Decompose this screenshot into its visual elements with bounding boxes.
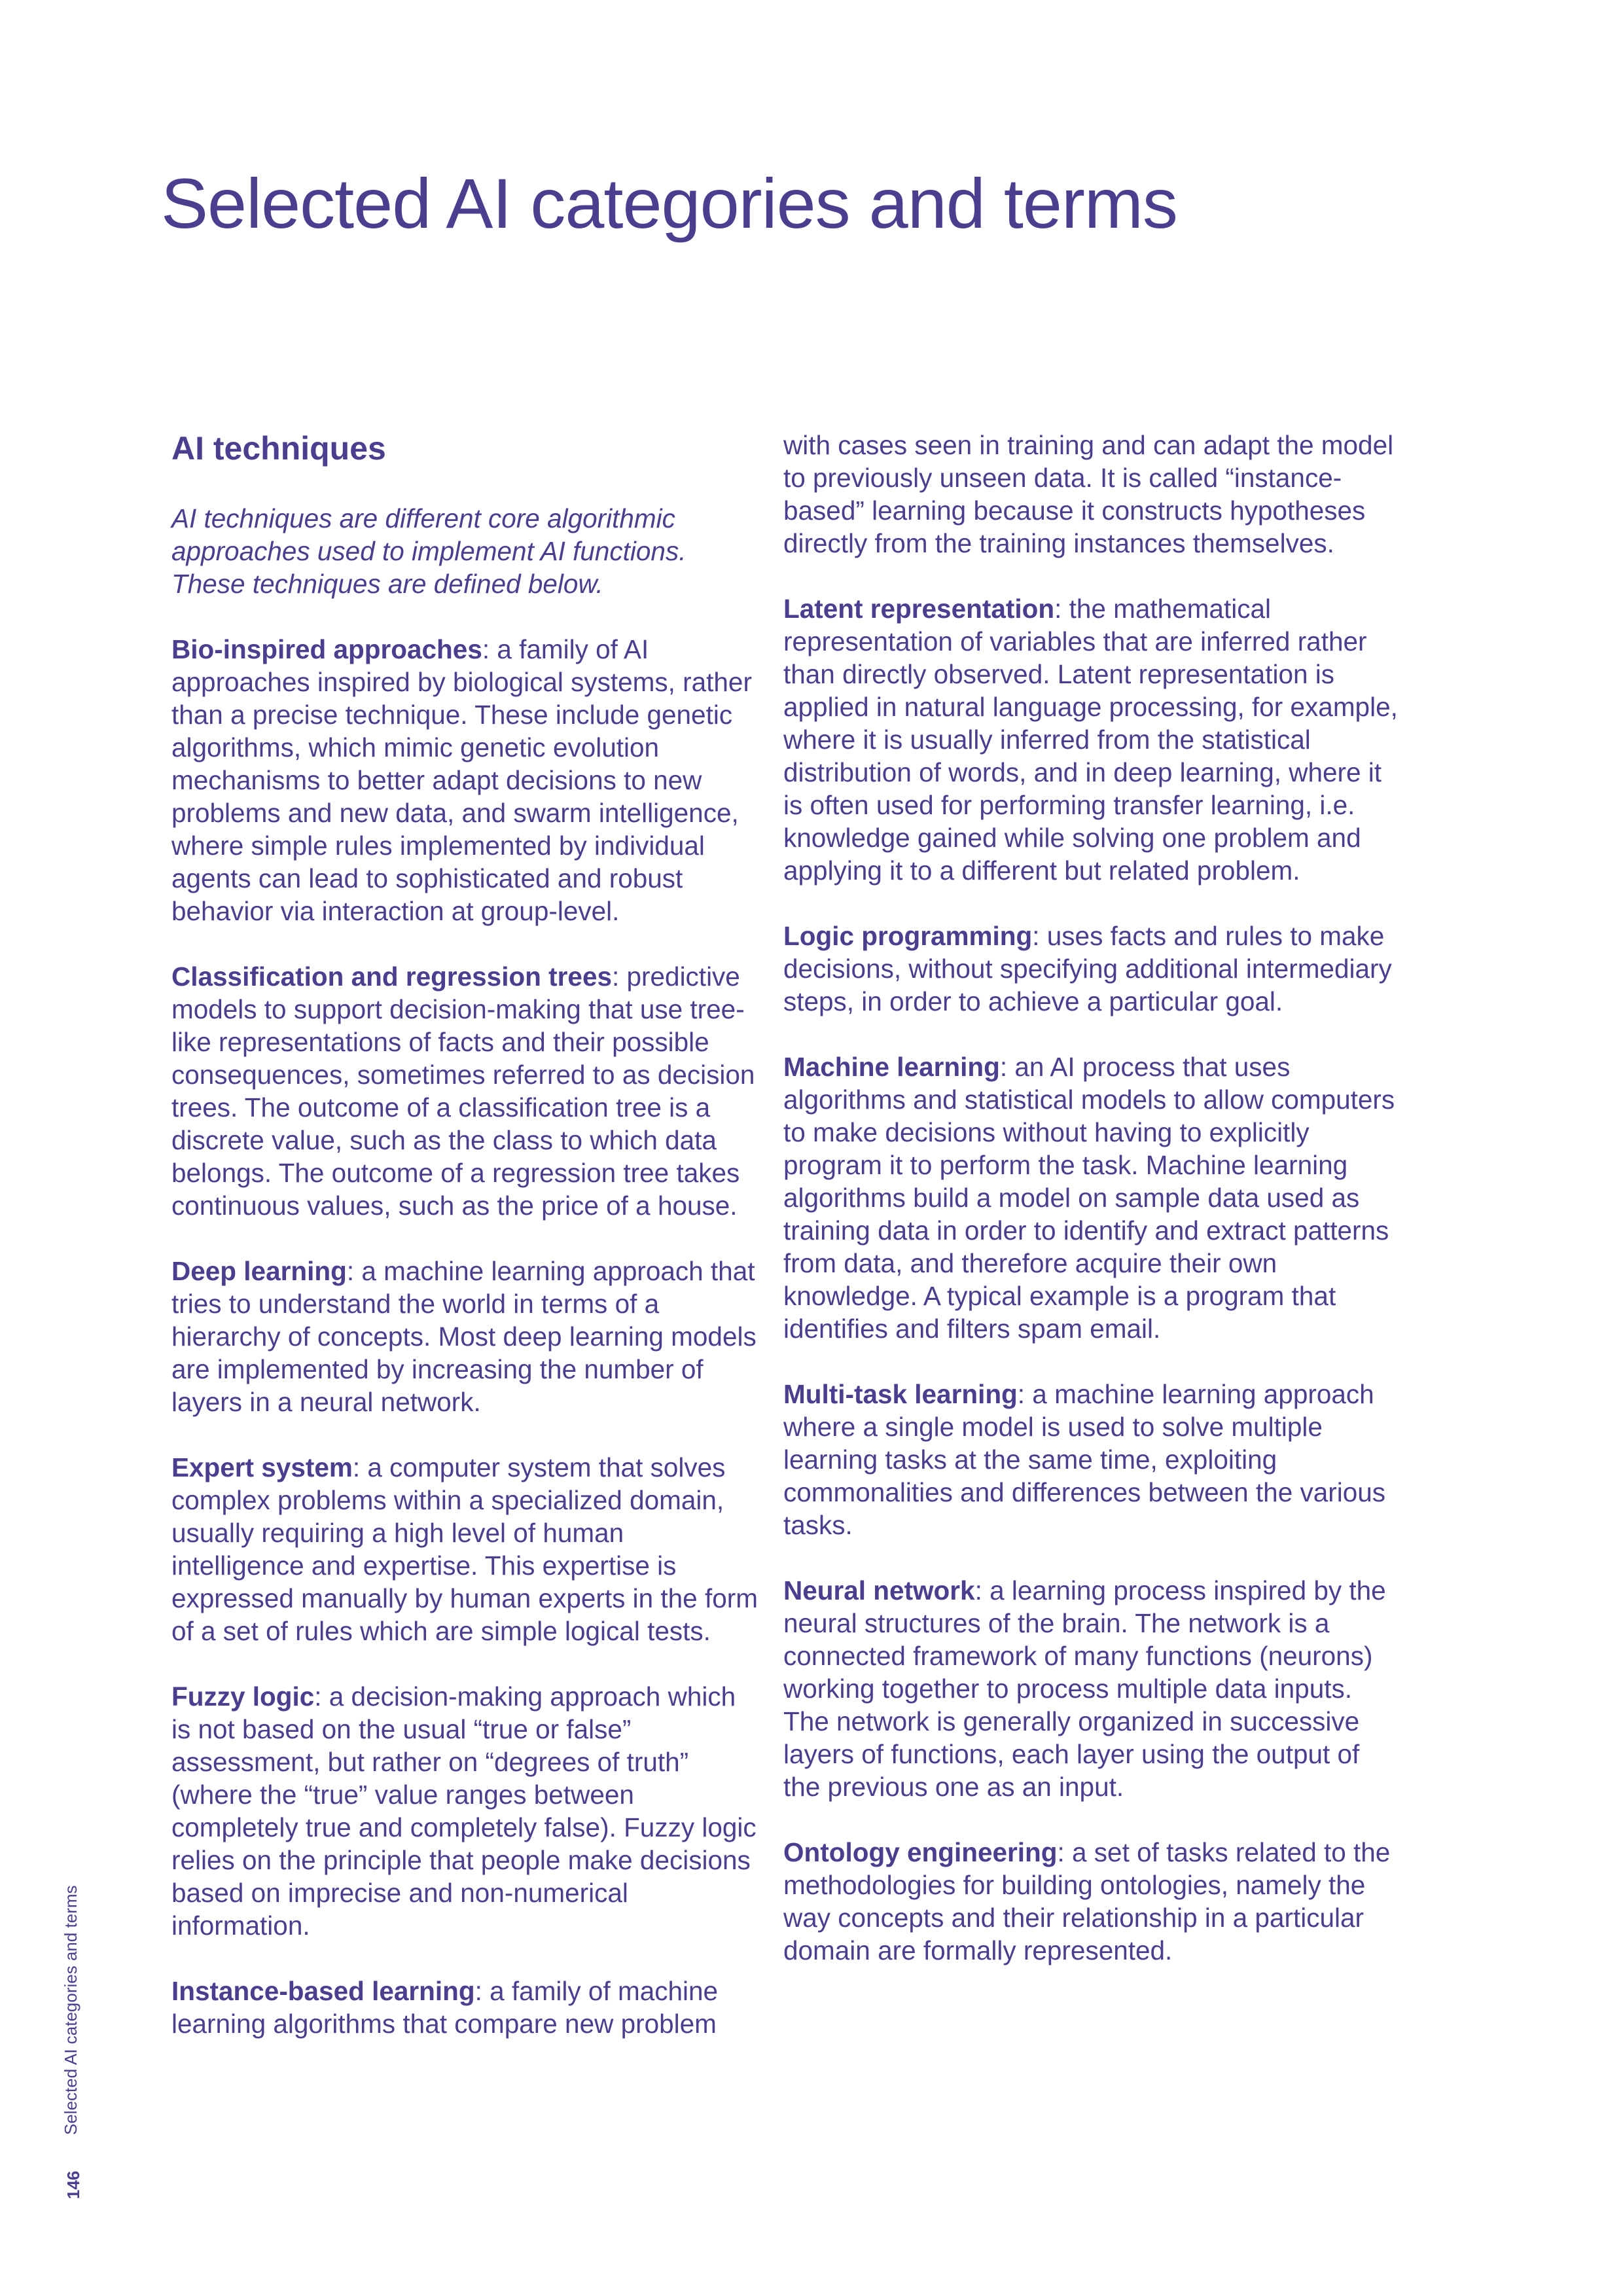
term-definition: : a set of tasks related to the methodologies for building ontologies, namely the way concepts and their relationship in a particular domain are formally represented. [783,1837,1391,1965]
term-definition: : a machine learning approach where a single model is used to solve multiple learning tasks at the same time, exploiting commonalities and differences between the various tasks. [783,1379,1386,1540]
page-number: 146 [63,2170,83,2199]
term-machine-learning [783,1050,1399,1345]
term-ontology-engineering [783,1836,1399,1967]
term-instance-based-learning-continued: with cases seen in training and can adapt the model to previously unseen data. It is called “instance-based” learning because it constructs hypotheses directly from the training instances themselves. [783,430,1394,558]
term-definition: : predictive models to support decision-making that use tree-like representations of facts and their possible consequences, sometimes referred to as decision trees. The outcome of a classification tree is a discrete value, such as the class to which data belongs. The outcome of a regression tree takes continuous values, such as the price of a house. [171,961,755,1221]
term-logic-programming [783,920,1399,1018]
term-definition: : a learning process inspired by the neural structures of the brain. The network is a connected framework of many functions (neurons) working together to process multiple data inputs. The network is generally organized in successive layers of functions, each layer using the output of the previous one as an input. [783,1575,1386,1802]
right-column [783,429,1399,2000]
term-definition: : a machine learning approach that tries to understand the world in terms of a hierarchy of concepts. Most deep learning models are implemented by increasing the number of layers in a neural network. [171,1256,757,1417]
term-name: Bio-inspired approaches [171,634,482,664]
term-definition: : a decision-making approach which is not based on the usual “true or false” assessment, but rather on “degrees of truth” (where the “true” value ranges between completely true and completely false). Fuzzy logic relies on the principle that people make decisions based on imprecise and non-numerical information. [171,1681,757,1941]
term-classification-regression-trees [171,960,760,1222]
term-name: Logic programming [783,921,1033,951]
term-name: Classification and regression trees [171,961,612,992]
term-instance-based-learning [171,1975,760,2040]
term-name: Expert system [171,1452,353,1482]
section-heading: AI techniques [171,430,386,467]
term-multi-task-learning [783,1378,1399,1541]
term-definition: : a family of AI approaches inspired by biological systems, rather than a precise technique. These include genetic algorithms, which mimic genetic evolution mechanisms to better adapt decisions to new problems and new data, and swarm intelligence, where simple rules implemented by individual agents can lead to sophisticated and robust behavior via interaction at group-level. [171,634,752,926]
term-name: Neural network [783,1575,975,1605]
term-definition: : an AI process that uses algorithms and statistical models to allow computers to make decisions without having to explicitly program it to perform the task. Machine learning algorithms build a model on sample data used as training data in order to identify and extract patterns from data, and therefore acquire their own knowledge. A typical example is a program that identifies and filters spam email. [783,1052,1395,1344]
term-name: Instance-based learning [171,1976,475,2006]
section-intro: AI techniques are different core algorithmic approaches used to implement AI functions. These techniques are defined below. [171,503,687,599]
page-title: Selected AI categories and terms [161,164,1177,243]
term-definition: : a computer system that solves complex problems within a specialized domain, usually requiring a high level of human intelligence and expertise. This expertise is expressed manually by human experts in the form of a set of rules which are simple logical tests. [171,1452,758,1646]
term-latent-representation [783,592,1399,887]
term-definition: : uses facts and rules to make decisions, without specifying additional intermediary steps, in order to achieve a particular goal. [783,921,1392,1016]
term-name: Multi-task learning [783,1379,1018,1409]
term-fuzzy-logic [171,1680,760,1942]
side-running-caption: Selected AI categories and terms [61,1885,80,2135]
term-name: Machine learning [783,1052,1000,1082]
term-bio-inspired-approaches [171,633,760,927]
term-deep-learning [171,1255,760,1418]
term-name: Fuzzy logic [171,1681,315,1712]
term-neural-network [783,1574,1399,1803]
term-expert-system [171,1451,760,1647]
term-name: Deep learning [171,1256,347,1286]
term-name: Latent representation [783,594,1055,624]
term-definition: : a family of machine learning algorithms that compare new problem [171,1976,719,2039]
term-name: Ontology engineering [783,1837,1058,1867]
term-definition: : the mathematical representation of variables that are inferred rather than directly observed. Latent representation is applied in natural language processing, for example, where it is usually inferred from the statistical distribution of words, and in deep learning, where it is often used for performing transfer learning, i.e. knowledge gained while solving one problem and applying it to a different but related problem. [783,594,1398,886]
left-column [171,429,760,2073]
